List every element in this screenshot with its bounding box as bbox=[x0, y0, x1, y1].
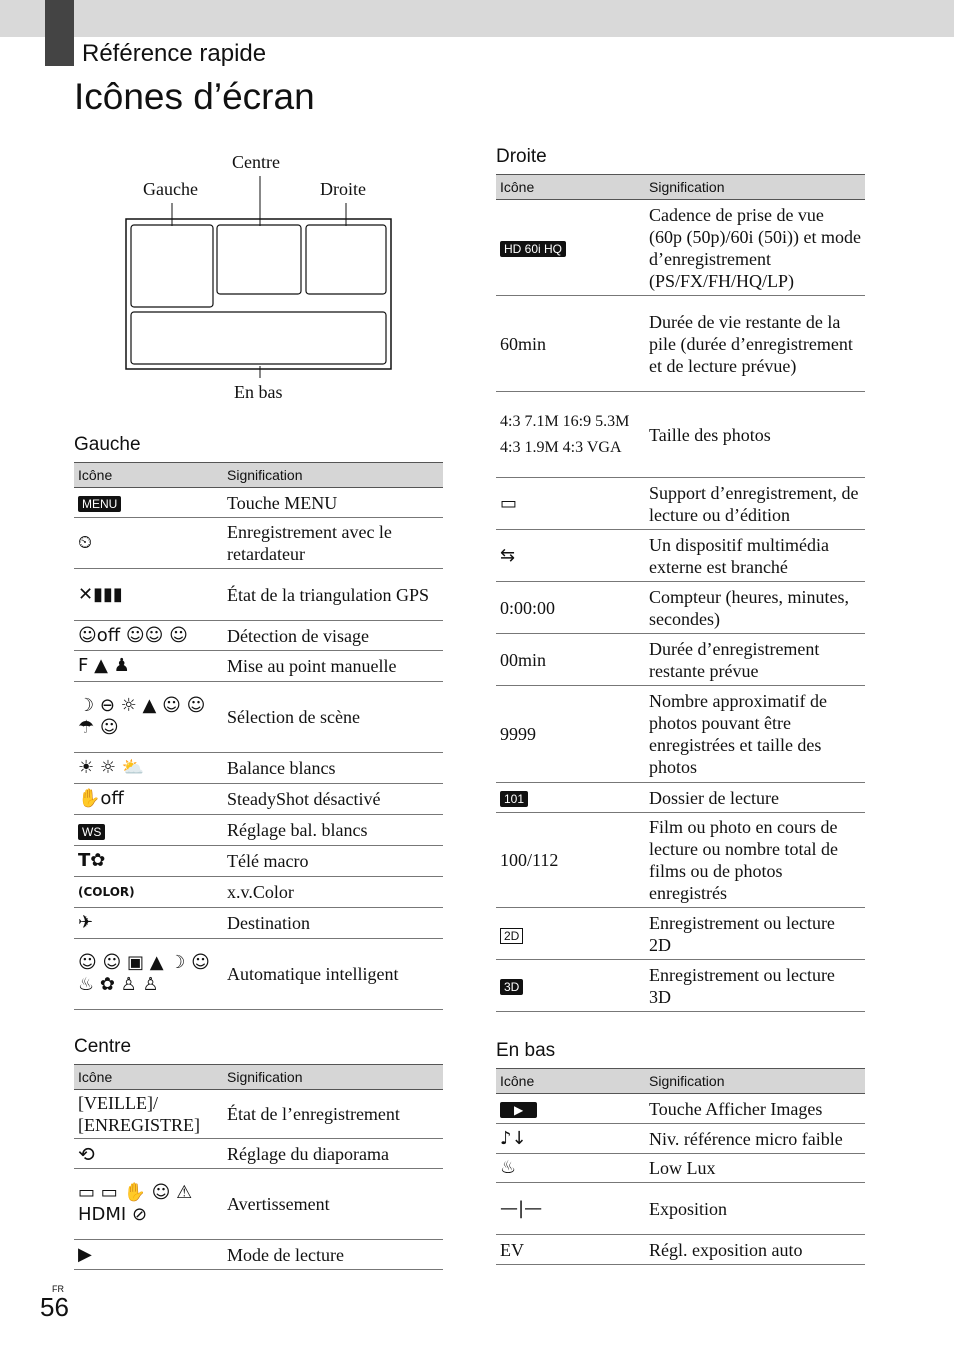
mic-level-icon: ♪↓ bbox=[496, 1124, 645, 1154]
table-row bbox=[74, 682, 443, 753]
table-row bbox=[496, 1124, 865, 1154]
ws-icon: WS bbox=[78, 824, 105, 840]
table-row bbox=[74, 846, 443, 877]
battery-icon: 60min bbox=[496, 296, 645, 392]
droite-table bbox=[496, 174, 865, 1012]
table-cell: Low Lux bbox=[645, 1154, 865, 1183]
table-cell: SteadyShot désactivé bbox=[223, 784, 443, 815]
table-row bbox=[496, 296, 865, 392]
table-row bbox=[74, 877, 443, 908]
intelligent-auto-icon: ☺ ☺ ▣ ▲ ☽ ☺ ♨ ✿ ♙ ♙ bbox=[74, 939, 223, 1010]
col-header-meaning: Signification bbox=[223, 463, 443, 488]
table-cell bbox=[496, 1094, 645, 1124]
table-row bbox=[74, 784, 443, 815]
table-row bbox=[496, 1183, 865, 1235]
table-cell: Mode de lecture bbox=[223, 1240, 443, 1270]
page-title: Icônes d’écran bbox=[74, 76, 315, 117]
table-cell: Touche MENU bbox=[223, 488, 443, 518]
centre-table bbox=[74, 1064, 443, 1270]
enbas-heading: En bas bbox=[496, 1040, 556, 1061]
table-cell bbox=[496, 908, 645, 960]
table-cell: Régl. exposition auto bbox=[645, 1235, 865, 1265]
enbas-table bbox=[496, 1068, 865, 1265]
manual-focus-icon: F ▲ ♟ bbox=[74, 651, 223, 682]
section-title: Référence rapide bbox=[82, 40, 267, 67]
hd-quality-icon: HD 60i HQ bbox=[500, 241, 566, 257]
table-cell: Télé macro bbox=[223, 846, 443, 877]
table-cell: Durée de vie restante de la pile (durée d’enregistrement et de lecture prévue) bbox=[645, 296, 865, 392]
table-cell: Compteur (heures, minutes, secondes) bbox=[645, 582, 865, 634]
slideshow-icon: ⟲ bbox=[74, 1139, 223, 1169]
play-mode-icon: ▶ bbox=[74, 1240, 223, 1270]
table-cell: Balance blancs bbox=[223, 753, 443, 784]
remaining-time-text: 00min bbox=[496, 634, 645, 686]
page-number: 56 bbox=[40, 1292, 69, 1322]
gauche-heading: Gauche bbox=[74, 434, 141, 455]
table-cell: Cadence de prise de vue (60p (50p)/60i (50i)) et mode d’enregistrement (PS/FX/FH/HQ/LP) bbox=[645, 200, 865, 296]
table-cell bbox=[74, 815, 223, 846]
table-cell: Mise au point manuelle bbox=[223, 651, 443, 682]
recording-state-text: [VEILLE]/ [ENREGISTRE] bbox=[74, 1090, 223, 1139]
diagram-label-left: Gauche bbox=[143, 179, 198, 199]
table-row bbox=[74, 1240, 443, 1270]
table-row bbox=[74, 488, 443, 518]
centre-heading: Centre bbox=[74, 1036, 132, 1057]
destination-icon: ✈ bbox=[74, 908, 223, 939]
gauche-table bbox=[74, 462, 443, 1010]
table-cell: Un dispositif multimédia externe est branché bbox=[645, 530, 865, 582]
diagram-label-center: Centre bbox=[232, 152, 280, 172]
col-header-meaning: Signification bbox=[645, 175, 865, 200]
col-header-meaning: Signification bbox=[223, 1065, 443, 1090]
self-timer-icon: ⏲ bbox=[74, 518, 223, 569]
table-row bbox=[496, 392, 865, 478]
table-cell: Dossier de lecture bbox=[645, 783, 865, 813]
3d-icon: 3D bbox=[500, 979, 523, 995]
col-header-icon: Icône bbox=[496, 175, 645, 200]
table-row bbox=[496, 634, 865, 686]
table-cell: Réglage du diaporama bbox=[223, 1139, 443, 1169]
table-cell: Taille des photos bbox=[645, 392, 865, 478]
table-cell: Détection de visage bbox=[223, 621, 443, 651]
table-row bbox=[74, 1169, 443, 1240]
table-row bbox=[496, 478, 865, 530]
media-icon: ▭ bbox=[496, 478, 645, 530]
table-row bbox=[496, 813, 865, 908]
photo-count-text: 9999 bbox=[496, 686, 645, 783]
table-row bbox=[496, 908, 865, 960]
table-cell: État de l’enregistrement bbox=[223, 1090, 443, 1139]
photo-size-icon: 4:3 7.1M 16:9 5.3M 4:3 1.9M 4:3 VGA bbox=[496, 392, 645, 478]
table-cell: Automatique intelligent bbox=[223, 939, 443, 1010]
table-cell: Touche Afficher Images bbox=[645, 1094, 865, 1124]
table-cell: Exposition bbox=[645, 1183, 865, 1235]
warning-icon: ▭ ▭ ✋ ☺ ⚠ HDMI ⊘ bbox=[74, 1169, 223, 1240]
table-cell: Nombre approximatif de photos pouvant être enregistrées et taille des photos bbox=[645, 686, 865, 783]
col-header-icon: Icône bbox=[496, 1069, 645, 1094]
2d-icon: 2D bbox=[500, 928, 523, 944]
col-header-icon: Icône bbox=[74, 1065, 223, 1090]
scene-selection-icon: ☽ ⊖ ☼ ▲ ☺ ☺ ☂ ☺ bbox=[74, 682, 223, 753]
table-cell: État de la triangulation GPS bbox=[223, 569, 443, 621]
table-row bbox=[496, 783, 865, 813]
gps-icon: ✕▮▮▮ bbox=[74, 569, 223, 621]
table-row bbox=[496, 960, 865, 1012]
table-row bbox=[74, 1090, 443, 1139]
table-row bbox=[496, 1094, 865, 1124]
table-cell: Film ou photo en cours de lecture ou nombre total de films ou de photos enregistrés bbox=[645, 813, 865, 908]
table-cell: Réglage bal. blancs bbox=[223, 815, 443, 846]
table-row bbox=[74, 621, 443, 651]
face-detection-icon: ☺off ☺☺ ☺ bbox=[74, 621, 223, 651]
white-balance-icon: ☀ ☼ ⛅ bbox=[74, 753, 223, 784]
table-row bbox=[74, 569, 443, 621]
table-cell: Support d’enregistrement, de lecture ou d’édition bbox=[645, 478, 865, 530]
table-row bbox=[74, 651, 443, 682]
table-row bbox=[496, 686, 865, 783]
table-row bbox=[74, 908, 443, 939]
table-row bbox=[496, 582, 865, 634]
section-tab bbox=[45, 0, 74, 66]
table-row bbox=[496, 1154, 865, 1183]
col-header-meaning: Signification bbox=[645, 1069, 865, 1094]
diagram-label-right: Droite bbox=[320, 179, 366, 199]
table-cell: Destination bbox=[223, 908, 443, 939]
table-row bbox=[74, 518, 443, 569]
table-cell: Sélection de scène bbox=[223, 682, 443, 753]
xvcolor-icon: (COLOR) bbox=[74, 877, 223, 908]
table-cell bbox=[74, 488, 223, 518]
counter-text: 0:00:00 bbox=[496, 582, 645, 634]
table-cell: Avertissement bbox=[223, 1169, 443, 1240]
table-cell: Niv. référence micro faible bbox=[645, 1124, 865, 1154]
playback-count-text: 100/112 bbox=[496, 813, 645, 908]
steadyshot-off-icon: ✋off bbox=[74, 784, 223, 815]
table-row bbox=[74, 1139, 443, 1169]
col-header-icon: Icône bbox=[74, 463, 223, 488]
table-cell: Enregistrement avec le retardateur bbox=[223, 518, 443, 569]
table-cell: x.v.Color bbox=[223, 877, 443, 908]
tele-macro-icon: T✿ bbox=[74, 846, 223, 877]
folder-icon: 101 bbox=[500, 791, 528, 807]
table-row bbox=[496, 530, 865, 582]
table-cell: Enregistrement ou lecture 3D bbox=[645, 960, 865, 1012]
table-cell bbox=[496, 960, 645, 1012]
language-code: FR bbox=[52, 1284, 64, 1294]
table-cell: Enregistrement ou lecture 2D bbox=[645, 908, 865, 960]
table-row bbox=[496, 200, 865, 296]
view-images-icon: ▶ bbox=[500, 1102, 537, 1118]
table-cell bbox=[496, 200, 645, 296]
exposure-icon: —|— bbox=[496, 1183, 645, 1235]
table-cell: Durée d’enregistrement restante prévue bbox=[645, 634, 865, 686]
top-bar bbox=[0, 0, 954, 37]
droite-heading: Droite bbox=[496, 146, 547, 167]
table-cell bbox=[496, 783, 645, 813]
table-row bbox=[496, 1235, 865, 1265]
menu-icon: MENU bbox=[78, 496, 121, 512]
diagram-frame bbox=[120, 170, 400, 385]
table-row bbox=[74, 815, 443, 846]
ev-text: EV bbox=[496, 1235, 645, 1265]
low-lux-icon: ♨ bbox=[496, 1154, 645, 1183]
table-row bbox=[74, 753, 443, 784]
usb-icon: ⇆ bbox=[496, 530, 645, 582]
table-row bbox=[74, 939, 443, 1010]
diagram-label-bottom: En bas bbox=[234, 382, 283, 402]
